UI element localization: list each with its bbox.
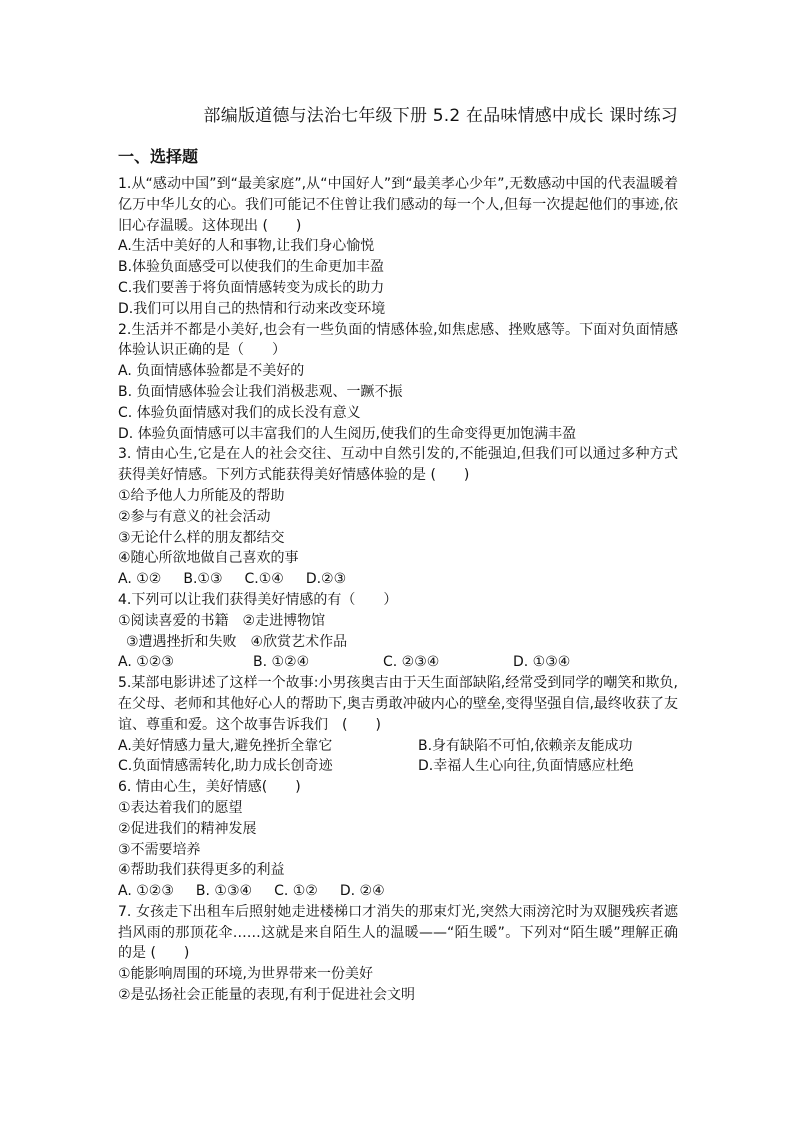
question-4-items-line: ③遭遇挫折和失败 ④欣赏艺术作品 xyxy=(126,633,348,650)
question-4-option-d: D. ①③④ xyxy=(513,654,571,671)
question-5-options-row xyxy=(118,756,678,777)
question-1 xyxy=(118,174,678,320)
question-4 xyxy=(118,590,678,673)
question-2-stem: 2.生活并不都是小美好,也会有一些负面的情感体验,如焦虑感、挫败感等。下面对负面情感体验认识正确的是（ ） xyxy=(118,321,678,359)
question-1-stem: 1.从“感动中国”到“最美家庭”,从“中国好人”到“最美孝心少年”,无数感动中国的代表温暖着亿万中华儿女的心。我们可能记不住曾让我们感动的每一个人,但每一次提起他们的事迹,依旧心存温暖。这体现出 ( ) xyxy=(118,176,678,234)
question-6-stem: 6. 情由心生，美好情感( ) xyxy=(118,779,301,796)
question-6 xyxy=(118,777,678,902)
question-2-option-c: C. 体验负面情感对我们的成长没有意义 xyxy=(118,404,361,421)
question-7 xyxy=(118,902,678,1006)
worksheet-page xyxy=(118,104,678,1006)
question-5-stem: 5.某部电影讲述了这样一个故事:小男孩奥吉由于天生面部缺陷,经常受到同学的嘲笑和欺负,在父母、老师和其他好心人的帮助下,奥吉勇敢冲破内心的壁垒,变得坚强自信,最终收获了友谊、尊重和爱。这个故事告诉我们 ( ) xyxy=(118,675,678,733)
question-7-item: ①能影响周围的环境,为世界带来一份美好 xyxy=(118,966,373,983)
question-7-stem: 7. 女孩走下出租车后照射她走进楼梯口才消失的那束灯光,突然大雨滂沱时为双腿残疾者遮挡风雨的那顶花伞……这就是来自陌生人的温暖——“陌生暖”。下列对“陌生暖”理解正确的是 ( ) xyxy=(118,903,678,962)
question-3-option-c: C.①④ xyxy=(244,571,284,588)
section-heading: 一、选择题 xyxy=(118,147,199,166)
question-6-option-a: A. ①②③ xyxy=(118,883,174,900)
question-6-option-b: B. ①③④ xyxy=(195,883,253,900)
question-3-stem: 3. 情由心生,它是在人的社会交往、互动中自然引发的,不能强迫,但我们可以通过多种方式获得美好情感。下列方式能获得美好情感体验的是 ( ) xyxy=(118,446,678,484)
question-4-items-line: ①阅读喜爱的书籍 ②走进博物馆 xyxy=(118,612,326,629)
question-3-item: ②参与有意义的社会活动 xyxy=(118,508,271,525)
question-1-option-d: D.我们可以用自己的热情和行动来改变环境 xyxy=(118,300,386,317)
question-5-option-c: C.负面情感需转化,助力成长创奇迹 xyxy=(118,758,333,775)
question-5-option-b: B.身有缺陷不可怕,依赖亲友能成功 xyxy=(418,737,633,754)
question-1-option-c: C.我们要善于将负面情感转变为成长的助力 xyxy=(118,279,385,296)
question-3-item: ③无论什么样的朋友都结交 xyxy=(118,529,285,546)
question-6-item: ③不需要培养 xyxy=(118,841,201,858)
question-2-option-b: B. 负面情感体验会让我们消极悲观、一蹶不振 xyxy=(118,383,403,400)
question-4-options xyxy=(118,652,678,673)
question-3-option-d: D.②③ xyxy=(305,571,347,588)
question-5-options-row xyxy=(118,736,678,757)
question-4-option-b: B. ①②④ xyxy=(253,654,310,671)
question-3-option-a: A. ①② xyxy=(118,571,162,588)
question-7-item: ②是弘扬社会正能量的表现,有利于促进社会文明 xyxy=(118,987,415,1004)
question-3-options xyxy=(118,569,678,590)
question-3-option-b: B.①③ xyxy=(183,571,223,588)
question-3-item: ①给予他人力所能及的帮助 xyxy=(118,487,285,504)
question-5 xyxy=(118,673,678,777)
question-4-option-a: A. ①②③ xyxy=(118,654,174,671)
question-6-option-d: D. ②④ xyxy=(339,883,385,900)
question-2-option-a: A. 负面情感体验都是不美好的 xyxy=(118,363,305,380)
question-4-stem: 4.下列可以让我们获得美好情感的有（ ） xyxy=(118,591,398,608)
question-6-option-c: C. ①② xyxy=(274,883,318,900)
question-1-option-b: B.体验负面感受可以使我们的生命更加丰盈 xyxy=(118,259,385,276)
question-3 xyxy=(118,444,678,590)
question-6-item: ①表达着我们的愿望 xyxy=(118,799,243,816)
question-6-item: ②促进我们的精神发展 xyxy=(118,820,257,837)
question-5-option-d: D.幸福人生心向往,负面情感应杜绝 xyxy=(418,758,634,775)
question-5-option-a: A.美好情感力量大,避免挫折全靠它 xyxy=(118,737,333,754)
question-1-option-a: A.生活中美好的人和事物,让我们身心愉悦 xyxy=(118,238,375,255)
question-2 xyxy=(118,320,678,445)
question-3-item: ④随心所欲地做自己喜欢的事 xyxy=(118,550,299,567)
question-4-option-c: C. ②③④ xyxy=(383,654,440,671)
question-2-option-d: D. 体验负面情感可以丰富我们的人生阅历,使我们的生命变得更加饱满丰盈 xyxy=(118,425,577,442)
question-6-options xyxy=(118,881,678,902)
question-6-item: ④帮助我们获得更多的利益 xyxy=(118,862,285,879)
page-title: 部编版道德与法治七年级下册 5.2 在品味情感中成长 课时练习 xyxy=(203,106,678,126)
